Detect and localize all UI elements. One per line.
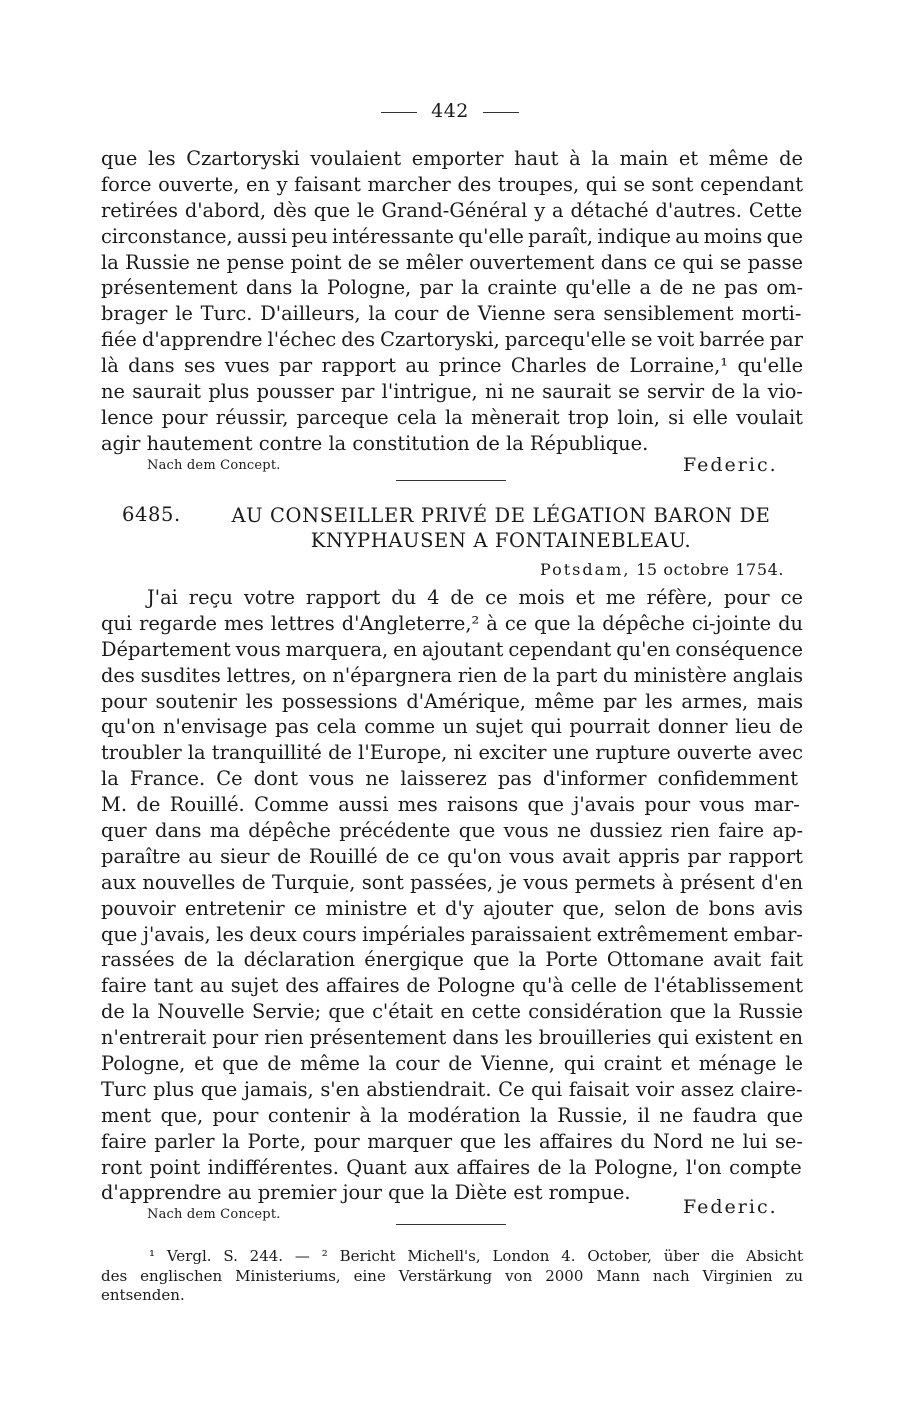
text-line: ront point indifférentes. Quant aux affaires de la Pologne, l'on compte <box>101 1155 802 1179</box>
text-line: pouvoir entretenir ce ministre et d'y ajouter que, selon de bons avis <box>101 896 803 920</box>
text-line: circonstance, aussi peu intéressante qu'elle paraît, indique au moins que <box>101 224 804 248</box>
header-rule-right <box>483 112 519 113</box>
text-line: rassées de la déclaration énergique que la Porte Ottomane avait fait <box>101 948 803 972</box>
text-line: la Russie ne pense point de se mêler ouvertement dans ce qui se passe <box>101 250 804 274</box>
signature: Federic. <box>683 1196 778 1218</box>
text-line: J'ai reçu votre rapport du 4 de ce mois et me réfère, pour ce <box>147 586 803 609</box>
text-line: troubler la tranquillité de l'Europe, ni exciter une rupture ouverte avec <box>101 741 803 765</box>
text-line: paraître au sieur de Rouillé de ce qu'on vous avait appris par rapport <box>101 844 803 868</box>
footnote-line: ¹ Vergl. S. 244. — ² Bericht Michell's, London 4. October, über die Absicht <box>149 1247 803 1265</box>
section-divider <box>396 1224 506 1225</box>
text-line: présentement dans la Pologne, par la crainte qu'elle a de ne pas om- <box>101 276 804 300</box>
text-line: là dans ses vues par rapport au prince Charles de Lorraine,¹ qu'elle <box>101 354 804 378</box>
concept-note: Nach dem Concept. <box>147 458 281 473</box>
text-line: que j'avais, les deux cours impériales paraissaient extrêmement embar- <box>101 922 803 946</box>
concept-note: Nach dem Concept. <box>147 1207 281 1222</box>
page-header <box>0 100 900 122</box>
text-line: force ouverte, en y faisant marcher des troupes, qui se sont cependant <box>101 172 804 196</box>
letter-number: 6485. <box>122 503 181 526</box>
page-number: 442 <box>431 100 469 122</box>
text-line: Département vous marquera, en ajoutant cependant qu'en conséquence <box>101 637 804 661</box>
text-line: faire parler la Porte, pour marquer que les affaires du Nord ne lui se- <box>101 1129 803 1153</box>
text-line: aux nouvelles de Turquie, sont passées, je vous permets à présent d'en <box>101 870 803 894</box>
footnote-line: des englischen Ministeriums, eine Verstärkung von 2000 Mann nach Virginien zu <box>101 1266 804 1285</box>
footnote-line: entsenden. <box>101 1286 185 1305</box>
text-line: faire tant au sujet des affaires de Pologne qu'à celle de l'établissement <box>101 974 804 998</box>
dateline <box>540 560 784 579</box>
paragraph-continuation <box>101 146 803 457</box>
text-line: fiée d'apprendre l'échec des Czartoryski, parcequ'elle se voit barrée par <box>101 328 803 352</box>
text-line: qui regarde mes lettres d'Angleterre,² à ce que la dépêche ci-jointe du <box>101 611 804 635</box>
date-place: Potsdam, <box>540 560 631 579</box>
text-line: que les Czartoryski voulaient emporter haut à la main et même de <box>101 147 803 170</box>
letter-body <box>101 585 803 1206</box>
section-divider <box>396 480 506 481</box>
text-line: brager le Turc. D'ailleurs, la cour de Vienne sera sensiblement morti- <box>101 302 802 326</box>
heading-line: AU CONSEILLER PRIVÉ DE LÉGATION BARON DE <box>231 504 771 527</box>
text-line: quer dans ma dépêche précédente que vous ne dussiez rien faire ap- <box>101 819 804 843</box>
header-rule-left <box>381 112 417 113</box>
letter-addressee <box>200 503 802 553</box>
text-line: lence pour réussir, parceque cela la mènerait trop loin, si elle voulait <box>101 405 803 429</box>
text-line: qu'on n'envisage pas cela comme un sujet qui pourrait donner lieu de <box>101 715 804 739</box>
footnotes <box>101 1247 803 1306</box>
text-line: ment que, pour contenir à la modération la Russie, il ne faudra que <box>101 1103 804 1127</box>
text-line: la France. Ce dont vous ne laisserez pas d'informer confidemment <box>101 767 799 791</box>
text-line: retirées d'abord, dès que le Grand-Général y a détaché d'autres. Cette <box>101 198 803 222</box>
text-line: Turc plus que jamais, s'en abstiendrait. Ce qui faisait voir assez claire- <box>101 1077 803 1101</box>
text-line: Pologne, et que de même la cour de Vienne, qui craint et ménage le <box>101 1052 803 1076</box>
heading-line: KNYPHAUSEN A FONTAINEBLEAU. <box>310 529 692 552</box>
text-line: des susdites lettres, on n'épargnera rien de la part du ministère anglais <box>101 663 804 687</box>
signature: Federic. <box>683 454 778 476</box>
text-line: agir hautement contre la constitution de la République. <box>101 431 649 455</box>
text-line: de la Nouvelle Servie; que c'était en cette considération que la Russie <box>101 1000 804 1024</box>
text-line: ne saurait plus pousser par l'intrigue, ni ne saurait se servir de la vio- <box>101 380 803 404</box>
text-line: d'apprendre au premier jour que la Diète est rompue. <box>101 1181 631 1205</box>
date-value: 15 octobre 1754. <box>636 560 785 579</box>
text-line: n'entrerait pour rien présentement dans les brouilleries qui existent en <box>101 1026 803 1050</box>
text-line: M. de Rouillé. Comme aussi mes raisons que j'avais pour vous mar- <box>101 793 800 817</box>
text-line: pour soutenir les possessions d'Amérique, même par les armes, mais <box>101 689 804 713</box>
